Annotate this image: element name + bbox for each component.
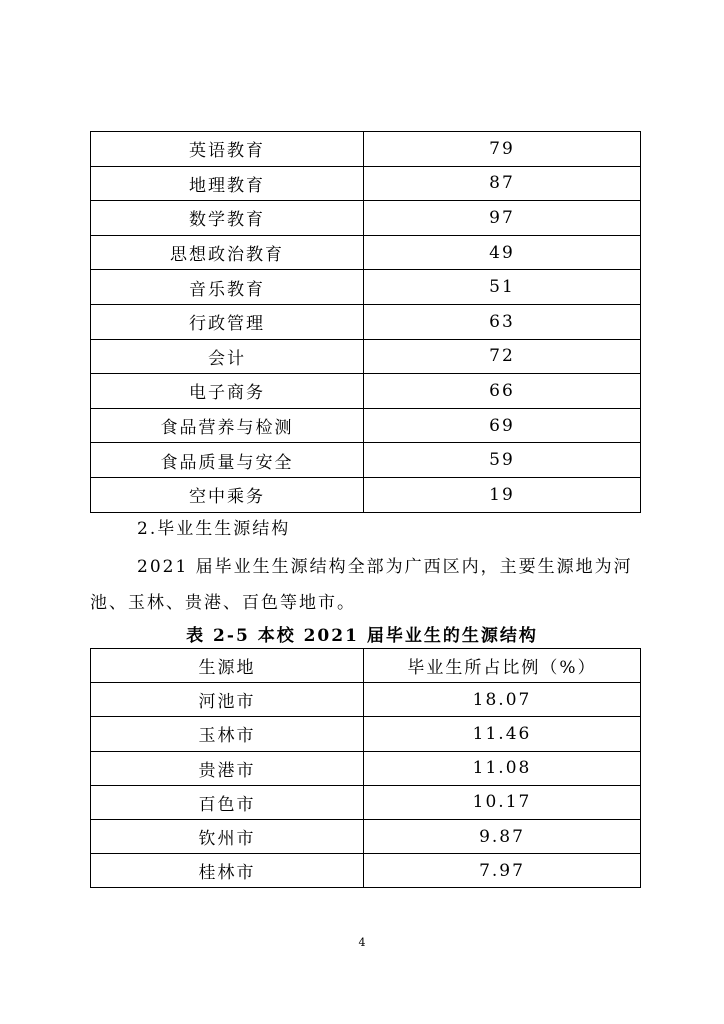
column-header: 生源地 — [91, 649, 364, 683]
count-cell: 69 — [364, 408, 641, 443]
count-cell: 19 — [364, 477, 641, 512]
percentage-cell: 7.97 — [364, 854, 641, 888]
count-cell: 72 — [364, 339, 641, 374]
table-row — [91, 751, 641, 785]
source-structure-table — [90, 648, 641, 888]
region-cell: 百色市 — [91, 785, 364, 819]
table-row — [91, 339, 641, 374]
table-row — [91, 304, 641, 339]
section-heading: 2.毕业生生源结构 — [137, 519, 291, 539]
major-name-cell: 英语教育 — [91, 132, 364, 167]
count-cell: 51 — [364, 270, 641, 305]
major-name-cell: 地理教育 — [91, 166, 364, 201]
body-text-line: 2021 届毕业生生源结构全部为广西区内，主要生源地为河 — [137, 557, 633, 577]
count-cell: 97 — [364, 201, 641, 236]
table-row — [91, 132, 641, 167]
major-name-cell: 食品质量与安全 — [91, 443, 364, 478]
percentage-cell: 9.87 — [364, 819, 641, 853]
table-row — [91, 201, 641, 236]
table-row — [91, 717, 641, 751]
region-cell: 贵港市 — [91, 751, 364, 785]
page-number: 4 — [358, 936, 366, 949]
major-count-table — [90, 131, 641, 513]
table-row — [91, 819, 641, 853]
body-text-line: 池、玉林、贵港、百色等地市。 — [90, 593, 356, 613]
count-cell: 79 — [364, 132, 641, 167]
table-row — [91, 166, 641, 201]
table-caption: 表 2-5 本校 2021 届毕业生的生源结构 — [186, 626, 538, 646]
major-name-cell: 空中乘务 — [91, 477, 364, 512]
region-cell: 河池市 — [91, 683, 364, 717]
count-cell: 87 — [364, 166, 641, 201]
percentage-cell: 11.08 — [364, 751, 641, 785]
table-row — [91, 854, 641, 888]
count-cell: 66 — [364, 374, 641, 409]
major-name-cell: 音乐教育 — [91, 270, 364, 305]
percentage-cell: 18.07 — [364, 683, 641, 717]
count-cell: 63 — [364, 304, 641, 339]
table-row — [91, 785, 641, 819]
major-name-cell: 食品营养与检测 — [91, 408, 364, 443]
column-header: 毕业生所占比例（%） — [364, 649, 641, 683]
table-row — [91, 374, 641, 409]
major-name-cell: 电子商务 — [91, 374, 364, 409]
major-name-cell: 会计 — [91, 339, 364, 374]
table-row — [91, 443, 641, 478]
major-name-cell: 行政管理 — [91, 304, 364, 339]
region-cell: 桂林市 — [91, 854, 364, 888]
table-row — [91, 235, 641, 270]
major-name-cell: 数学教育 — [91, 201, 364, 236]
count-cell: 59 — [364, 443, 641, 478]
table-row — [91, 477, 641, 512]
percentage-cell: 11.46 — [364, 717, 641, 751]
table-header-row — [91, 649, 641, 683]
table-row — [91, 270, 641, 305]
major-name-cell: 思想政治教育 — [91, 235, 364, 270]
count-cell: 49 — [364, 235, 641, 270]
table-row — [91, 683, 641, 717]
region-cell: 玉林市 — [91, 717, 364, 751]
region-cell: 钦州市 — [91, 819, 364, 853]
percentage-cell: 10.17 — [364, 785, 641, 819]
table-row — [91, 408, 641, 443]
